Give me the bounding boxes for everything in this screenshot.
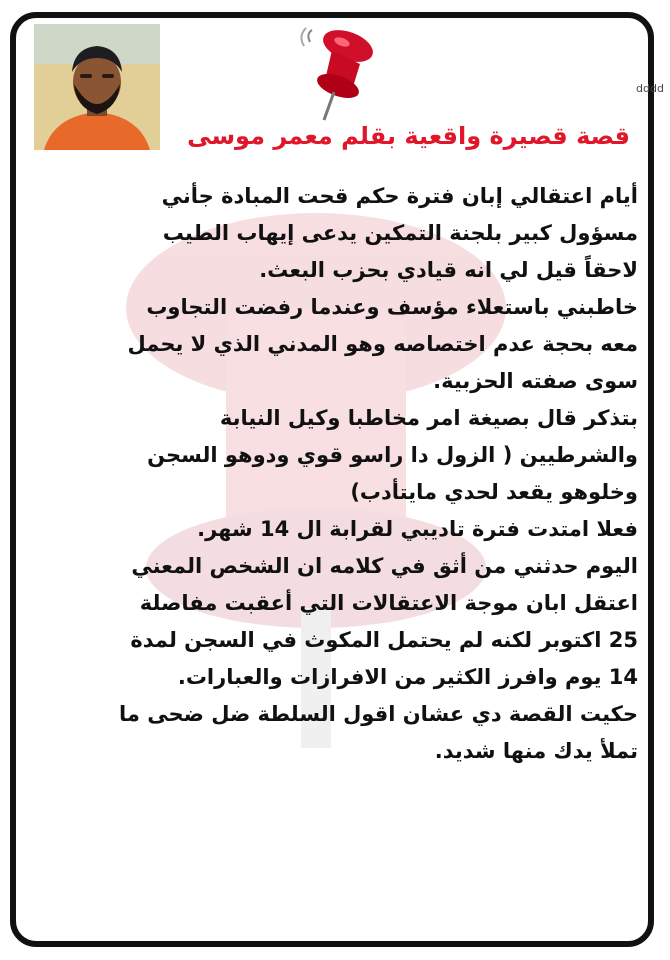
portrait-image bbox=[34, 24, 160, 150]
author-avatar bbox=[34, 24, 160, 150]
story-line: وخلوهو يقعد لحدي مايتأدب) bbox=[350, 480, 638, 504]
story-line: مسؤول كبير بلجنة التمكين يدعى إيهاب الطيب bbox=[162, 221, 638, 245]
story-line: تملأ يدك منها شديد. bbox=[434, 739, 638, 763]
story-line: لاحقاً قيل لي انه قيادي بحزب البعث. bbox=[259, 258, 638, 282]
story-line: بتذكر قال بصيغة امر مخاطبا وكيل النيابة bbox=[219, 406, 638, 430]
pushpin-icon bbox=[296, 24, 386, 124]
story-line: فعلا امتدت فترة تاديبي لقرابة ال 14 شهر. bbox=[197, 517, 638, 541]
corner-mark: dddd bbox=[636, 82, 664, 95]
story-line: والشرطيين ( الزول دا راسو قوي ودوهو السجن bbox=[147, 443, 638, 467]
story-body bbox=[40, 178, 638, 770]
story-line: اليوم حدثني من أثق في كلامه ان الشخص المعني bbox=[131, 554, 638, 578]
story-line: معه بحجة عدم اختصاصه وهو المدني الذي لا يحمل bbox=[127, 332, 638, 356]
post-title: قصة قصيرة واقعية بقلم معمر موسى bbox=[187, 122, 630, 150]
story-line: 25 اكتوبر لكنه لم يحتمل المكوث في السجن لمدة bbox=[130, 628, 638, 652]
story-line: حكيت القصة دي عشان اقول السلطة ضل ضحى ما bbox=[119, 702, 638, 726]
story-line: خاطبني باستعلاء مؤسف وعندما رفضت التجاوب bbox=[146, 295, 638, 319]
story-line: 14 يوم وافرز الكثير من الافرازات والعبارات. bbox=[177, 665, 638, 689]
story-line: سوى صفته الحزبية. bbox=[433, 369, 638, 393]
story-line: اعتقل ابان موجة الاعتقالات التي أعقبت مفاصلة bbox=[139, 591, 638, 615]
story-line: أيام اعتقالي إبان فترة حكم قحت المبادة جأني bbox=[161, 184, 638, 208]
post-card bbox=[10, 12, 664, 947]
